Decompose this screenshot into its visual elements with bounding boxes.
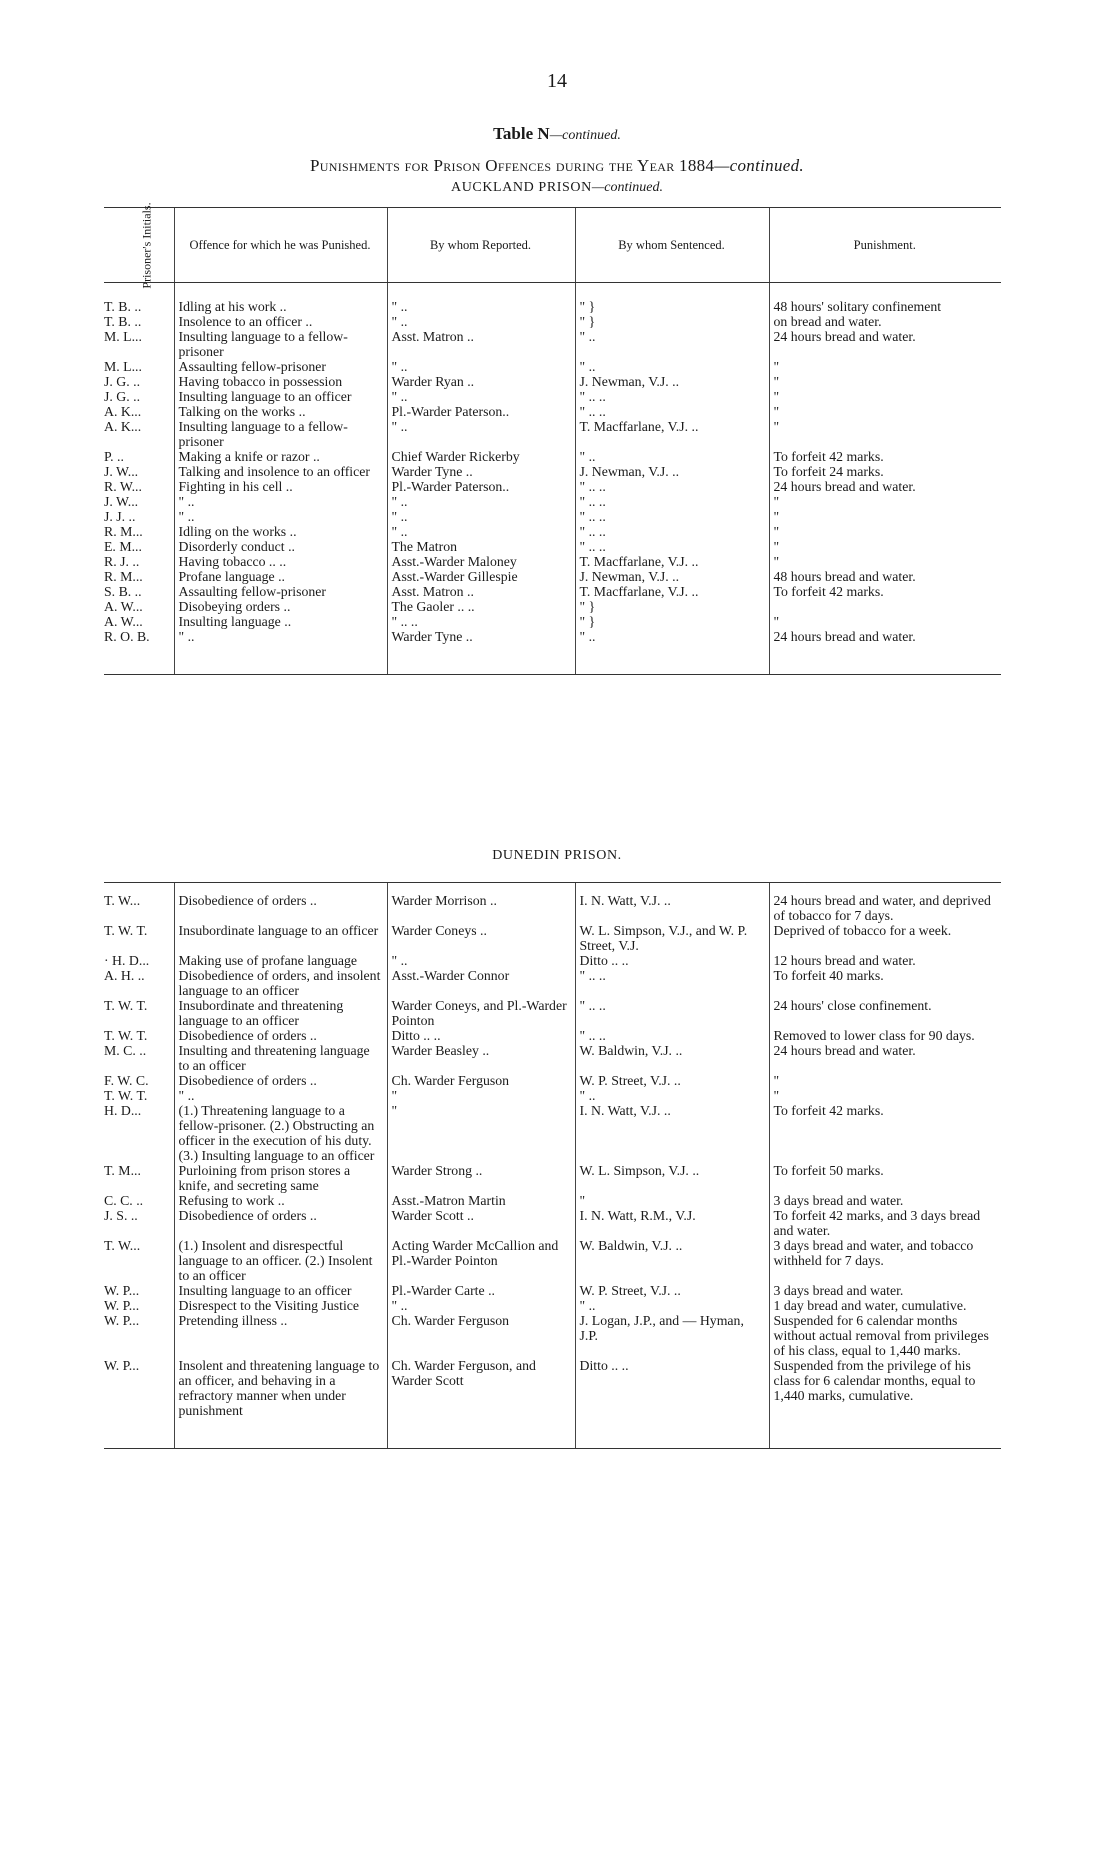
cell-sentenced: W. L. Simpson, V.J., and W. P. Street, V.J. xyxy=(575,923,769,953)
cell-initials: T. W... xyxy=(104,893,141,908)
cell-reported: " .. xyxy=(387,359,575,374)
cell-initials: W. P... xyxy=(104,1358,140,1373)
cell-punishment: " xyxy=(769,359,1001,374)
header-offence: Offence for which he was Punished. xyxy=(174,208,387,283)
cell-initials: J. G. .. xyxy=(104,374,141,389)
table-row xyxy=(104,569,1001,584)
cell-sentenced: I. N. Watt, V.J. .. xyxy=(575,1103,769,1163)
cell-offence: Disorderly conduct .. xyxy=(174,539,387,554)
rule-cell xyxy=(387,883,575,894)
cell-reported: " .. xyxy=(387,494,575,509)
cell-initials: · H. D... xyxy=(104,953,150,968)
cell-offence: Insolent and threatening language to an officer, and behaving in a refractory manner when under punishment xyxy=(174,1358,387,1418)
cell-reported: Asst. Matron .. xyxy=(387,329,575,359)
cell-reported: Pl.-Warder Carte .. xyxy=(387,1283,575,1298)
cell-reported: " .. xyxy=(387,389,575,404)
cell-initials: J. J. .. xyxy=(104,509,136,524)
cell-punishment: 3 days bread and water, and tobacco withheld for 7 days. xyxy=(769,1238,1001,1283)
table-title-suffix: —continued. xyxy=(549,128,621,143)
table-row xyxy=(104,998,1001,1028)
cell-reported: Warder Tyne .. xyxy=(387,464,575,479)
spacer-cell xyxy=(104,1418,174,1449)
table-row xyxy=(104,554,1001,569)
cell-sentenced: Ditto .. .. xyxy=(575,1358,769,1418)
spacer-cell xyxy=(104,644,174,675)
cell-reported: Warder Coneys, and Pl.-Warder Pointon xyxy=(387,998,575,1028)
spacer-cell xyxy=(769,644,1001,675)
cell-offence: Assaulting fellow-prisoner xyxy=(174,359,387,374)
auckland-title-suffix: —continued. xyxy=(591,180,663,195)
cell-offence: Fighting in his cell .. xyxy=(174,479,387,494)
cell-sentenced: W. P. Street, V.J. .. xyxy=(575,1283,769,1298)
cell-sentenced: W. P. Street, V.J. .. xyxy=(575,1073,769,1088)
cell-offence: Insulting language .. xyxy=(174,614,387,629)
cell-punishment: To forfeit 24 marks. xyxy=(769,464,1001,479)
dunedin-title: DUNEDIN PRISON. xyxy=(492,848,622,863)
cell-initials: M. C. .. xyxy=(104,1043,147,1058)
cell-offence: Profane language .. xyxy=(174,569,387,584)
cell-offence: Disobedience of orders .. xyxy=(174,1208,387,1238)
cell-reported: Asst.-Warder Connor xyxy=(387,968,575,998)
spacer-cell xyxy=(174,1418,387,1449)
cell-sentenced: " .. .. xyxy=(575,404,769,419)
cell-offence: Disrespect to the Visiting Justice xyxy=(174,1298,387,1313)
cell-punishment: " xyxy=(769,374,1001,389)
cell-sentenced: " .. xyxy=(575,629,769,644)
cell-initials: J. W... xyxy=(104,494,139,509)
cell-punishment: 1 day bread and water, cumulative. xyxy=(769,1298,1001,1313)
cell-sentenced: T. Macffarlane, V.J. .. xyxy=(575,419,769,449)
cell-sentenced: " .. xyxy=(575,449,769,464)
table-row xyxy=(104,479,1001,494)
dunedin-table xyxy=(104,882,1001,1449)
cell-sentenced: J. Newman, V.J. .. xyxy=(575,464,769,479)
cell-initials: R. J. .. xyxy=(104,554,140,569)
cell-sentenced: " .. .. xyxy=(575,998,769,1028)
cell-punishment: 24 hours bread and water, and deprived of tobacco for 7 days. xyxy=(769,893,1001,923)
cell-punishment: 48 hours' solitary confinement xyxy=(769,283,1001,315)
table-row xyxy=(104,1073,1001,1088)
auckland-title-main: AUCKLAND PRISON xyxy=(450,180,592,195)
table-row xyxy=(104,494,1001,509)
dunedin-top-rule xyxy=(104,883,1001,894)
cell-reported: Warder Scott .. xyxy=(387,1208,575,1238)
cell-offence: Insulting language to an officer xyxy=(174,389,387,404)
cell-offence: Disobeying orders .. xyxy=(174,599,387,614)
cell-offence: Insulting language to an officer xyxy=(174,1283,387,1298)
cell-reported: " .. xyxy=(387,419,575,449)
table-row xyxy=(104,1028,1001,1043)
cell-reported: The Gaoler .. .. xyxy=(387,599,575,614)
cell-reported: The Matron xyxy=(387,539,575,554)
cell-initials: H. D... xyxy=(104,1103,142,1118)
cell-punishment: " xyxy=(769,419,1001,449)
cell-sentenced: " .. xyxy=(575,1088,769,1103)
table-row xyxy=(104,1313,1001,1358)
cell-offence: Idling at his work .. xyxy=(174,283,387,315)
cell-sentenced: " } xyxy=(575,283,769,315)
cell-initials: M. L... xyxy=(104,359,142,374)
cell-initials: A. K... xyxy=(104,419,142,434)
cell-initials: M. L... xyxy=(104,329,142,344)
cell-sentenced: I. N. Watt, R.M., V.J. xyxy=(575,1208,769,1238)
cell-punishment: 24 hours' close confinement. xyxy=(769,998,1001,1028)
cell-punishment: 3 days bread and water. xyxy=(769,1283,1001,1298)
cell-offence: " .. xyxy=(174,494,387,509)
page-number: 14 xyxy=(547,70,567,92)
cell-reported: " .. .. xyxy=(387,614,575,629)
cell-sentenced: " .. .. xyxy=(575,539,769,554)
cell-reported: " xyxy=(387,1088,575,1103)
cell-sentenced: " .. .. xyxy=(575,494,769,509)
table-row xyxy=(104,329,1001,359)
cell-initials: P. .. xyxy=(104,449,124,464)
cell-reported: Warder Coneys .. xyxy=(387,923,575,953)
cell-punishment: " xyxy=(769,494,1001,509)
cell-reported: " .. xyxy=(387,283,575,315)
table-row xyxy=(104,953,1001,968)
cell-initials: A. W... xyxy=(104,614,143,629)
cell-offence: " .. xyxy=(174,629,387,644)
table-row xyxy=(104,524,1001,539)
cell-punishment: 24 hours bread and water. xyxy=(769,1043,1001,1073)
cell-initials: A. H. .. xyxy=(104,968,145,983)
auckland-bottom-rule xyxy=(104,644,1001,675)
cell-reported: Asst.-Warder Maloney xyxy=(387,554,575,569)
cell-reported: Warder Beasley .. xyxy=(387,1043,575,1073)
subtitle-main: Punishments for Prison Offences during the Year 1884 xyxy=(310,156,715,175)
cell-initials: T. B. .. xyxy=(104,299,142,314)
table-row xyxy=(104,1238,1001,1283)
cell-offence: Having tobacco .. .. xyxy=(174,554,387,569)
table-row xyxy=(104,893,1001,923)
cell-punishment: on bread and water. xyxy=(769,314,1001,329)
cell-punishment: " xyxy=(769,509,1001,524)
cell-reported: Ch. Warder Ferguson, and Warder Scott xyxy=(387,1358,575,1418)
cell-initials: T. W. T. xyxy=(104,1028,148,1043)
cell-offence: Insubordinate language to an officer xyxy=(174,923,387,953)
cell-initials: R. M... xyxy=(104,524,143,539)
cell-initials: R. O. B. xyxy=(104,629,150,644)
cell-offence: Having tobacco in possession xyxy=(174,374,387,389)
cell-punishment xyxy=(769,599,1001,614)
cell-sentenced: " .. .. xyxy=(575,389,769,404)
table-row xyxy=(104,389,1001,404)
cell-offence: Insulting and threatening language to an officer xyxy=(174,1043,387,1073)
cell-punishment: 24 hours bread and water. xyxy=(769,629,1001,644)
table-title xyxy=(0,124,1114,144)
cell-punishment: 48 hours bread and water. xyxy=(769,569,1001,584)
cell-punishment: 24 hours bread and water. xyxy=(769,479,1001,494)
cell-sentenced: " .. .. xyxy=(575,509,769,524)
cell-initials: W. P... xyxy=(104,1313,140,1328)
cell-initials: R. M... xyxy=(104,569,143,584)
header-sentenced: By whom Sentenced. xyxy=(575,208,769,283)
cell-sentenced: " .. .. xyxy=(575,968,769,998)
subtitle-suffix: —continued. xyxy=(714,156,804,175)
cell-reported: Warder Tyne .. xyxy=(387,629,575,644)
spacer-cell xyxy=(769,1418,1001,1449)
cell-initials: J. S. .. xyxy=(104,1208,138,1223)
cell-punishment: Deprived of tobacco for a week. xyxy=(769,923,1001,953)
cell-punishment: 12 hours bread and water. xyxy=(769,953,1001,968)
cell-offence: Disobedience of orders .. xyxy=(174,1028,387,1043)
cell-reported: Warder Ryan .. xyxy=(387,374,575,389)
table-row xyxy=(104,1103,1001,1163)
cell-sentenced: " .. xyxy=(575,359,769,374)
cell-initials: C. C. .. xyxy=(104,1193,144,1208)
cell-offence: Purloining from prison stores a knife, and secreting same xyxy=(174,1163,387,1193)
cell-punishment: " xyxy=(769,524,1001,539)
cell-sentenced: Ditto .. .. xyxy=(575,953,769,968)
cell-offence: Making a knife or razor .. xyxy=(174,449,387,464)
cell-sentenced: " .. xyxy=(575,329,769,359)
cell-punishment: 24 hours bread and water. xyxy=(769,329,1001,359)
header-initials-label: Prisoner's Initials. xyxy=(139,201,154,289)
cell-reported: Chief Warder Rickerby xyxy=(387,449,575,464)
cell-reported: Acting Warder McCallion and Pl.-Warder Pointon xyxy=(387,1238,575,1283)
cell-reported: " .. xyxy=(387,953,575,968)
cell-offence: " .. xyxy=(174,1088,387,1103)
cell-offence: Talking on the works .. xyxy=(174,404,387,419)
cell-reported: Ch. Warder Ferguson xyxy=(387,1073,575,1088)
cell-initials: F. W. C. xyxy=(104,1073,149,1088)
cell-initials: J. W... xyxy=(104,464,139,479)
table-row xyxy=(104,314,1001,329)
cell-offence: Insulting language to a fellow-prisoner xyxy=(174,419,387,449)
table-subtitle xyxy=(0,156,1114,176)
table-row xyxy=(104,599,1001,614)
dunedin-body xyxy=(104,883,1001,1449)
header-reported: By whom Reported. xyxy=(387,208,575,283)
table-row xyxy=(104,539,1001,554)
cell-sentenced: I. N. Watt, V.J. .. xyxy=(575,893,769,923)
cell-initials: T. W. T. xyxy=(104,923,148,938)
cell-reported: Asst. Matron .. xyxy=(387,584,575,599)
table-row xyxy=(104,1043,1001,1073)
cell-initials: T. B. .. xyxy=(104,314,142,329)
cell-reported: " .. xyxy=(387,509,575,524)
table-row xyxy=(104,1088,1001,1103)
cell-initials: T. W. T. xyxy=(104,1088,148,1103)
cell-punishment: To forfeit 42 marks. xyxy=(769,584,1001,599)
table-row xyxy=(104,1163,1001,1193)
cell-reported: " .. xyxy=(387,314,575,329)
cell-sentenced: T. Macffarlane, V.J. .. xyxy=(575,554,769,569)
cell-sentenced: W. L. Simpson, V.J. .. xyxy=(575,1163,769,1193)
auckland-title xyxy=(0,180,1114,196)
auckland-body xyxy=(104,283,1001,675)
spacer-cell xyxy=(387,644,575,675)
cell-offence: Insubordinate and threatening language to an officer xyxy=(174,998,387,1028)
cell-punishment: " xyxy=(769,539,1001,554)
cell-punishment: " xyxy=(769,1073,1001,1088)
rule-cell xyxy=(769,883,1001,894)
cell-punishment: To forfeit 42 marks. xyxy=(769,1103,1001,1163)
table-row xyxy=(104,359,1001,374)
cell-reported: Warder Strong .. xyxy=(387,1163,575,1193)
auckland-table xyxy=(104,201,1001,675)
table-row xyxy=(104,1208,1001,1238)
cell-reported: " xyxy=(387,1103,575,1163)
cell-sentenced: " .. .. xyxy=(575,1028,769,1043)
spacer-cell xyxy=(174,644,387,675)
dunedin-bottom-rule xyxy=(104,1418,1001,1449)
cell-punishment: Suspended for 6 calendar months without actual removal from privileges of his class, equal to 1,440 marks. xyxy=(769,1313,1001,1358)
cell-offence: Talking and insolence to an officer xyxy=(174,464,387,479)
spacer-cell xyxy=(575,1418,769,1449)
cell-reported: Pl.-Warder Paterson.. xyxy=(387,479,575,494)
cell-punishment: 3 days bread and water. xyxy=(769,1193,1001,1208)
table-row xyxy=(104,449,1001,464)
cell-offence: (1.) Insolent and disrespectful language to an officer. (2.) Insolent to an officer xyxy=(174,1238,387,1283)
rule-cell xyxy=(104,883,174,894)
cell-punishment: Suspended from the privilege of his class for 6 calendar months, equal to 1,440 marks, cumulative. xyxy=(769,1358,1001,1418)
cell-offence: Assaulting fellow-prisoner xyxy=(174,584,387,599)
table-row xyxy=(104,374,1001,389)
cell-sentenced: W. Baldwin, V.J. .. xyxy=(575,1043,769,1073)
cell-offence: Disobedience of orders, and insolent language to an officer xyxy=(174,968,387,998)
cell-offence: Pretending illness .. xyxy=(174,1313,387,1358)
table-row xyxy=(104,1298,1001,1313)
cell-punishment: Removed to lower class for 90 days. xyxy=(769,1028,1001,1043)
cell-initials: T. W... xyxy=(104,1238,141,1253)
cell-initials: T. W. T. xyxy=(104,998,148,1013)
cell-sentenced: J. Newman, V.J. .. xyxy=(575,569,769,584)
header-punishment: Punishment. xyxy=(769,208,1001,283)
table-row xyxy=(104,509,1001,524)
cell-offence: Making use of profane language xyxy=(174,953,387,968)
cell-offence: " .. xyxy=(174,509,387,524)
cell-offence: Disobedience of orders .. xyxy=(174,893,387,923)
cell-sentenced: " .. .. xyxy=(575,524,769,539)
cell-reported: Ditto .. .. xyxy=(387,1028,575,1043)
cell-punishment: To forfeit 42 marks, and 3 days bread and water. xyxy=(769,1208,1001,1238)
cell-reported: Pl.-Warder Paterson.. xyxy=(387,404,575,419)
table-row xyxy=(104,1358,1001,1418)
cell-reported: " .. xyxy=(387,524,575,539)
cell-reported: Asst.-Warder Gillespie xyxy=(387,569,575,584)
cell-sentenced: " } xyxy=(575,314,769,329)
cell-punishment: To forfeit 50 marks. xyxy=(769,1163,1001,1193)
cell-punishment: " xyxy=(769,389,1001,404)
cell-sentenced: J. Newman, V.J. .. xyxy=(575,374,769,389)
cell-initials: W. P... xyxy=(104,1298,140,1313)
table-title-main: Table N xyxy=(493,124,550,143)
table-row xyxy=(104,968,1001,998)
table-row xyxy=(104,1283,1001,1298)
cell-initials: A. K... xyxy=(104,404,142,419)
rule-cell xyxy=(575,883,769,894)
table-row xyxy=(104,404,1001,419)
cell-offence: Disobedience of orders .. xyxy=(174,1073,387,1088)
cell-initials: T. M... xyxy=(104,1163,141,1178)
cell-reported: Ch. Warder Ferguson xyxy=(387,1313,575,1358)
cell-reported: Warder Morrison .. xyxy=(387,893,575,923)
table-row xyxy=(104,923,1001,953)
cell-sentenced: J. Logan, J.P., and — Hyman, J.P. xyxy=(575,1313,769,1358)
header-initials xyxy=(104,201,174,289)
cell-offence: Refusing to work .. xyxy=(174,1193,387,1208)
cell-offence: Insulting language to a fellow-prisoner xyxy=(174,329,387,359)
cell-offence: (1.) Threatening language to a fellow-prisoner. (2.) Obstructing an officer in the execution of his duty. (3.) Insulting language to an officer xyxy=(174,1103,387,1163)
cell-punishment: " xyxy=(769,1088,1001,1103)
cell-initials: W. P... xyxy=(104,1283,140,1298)
cell-punishment: " xyxy=(769,554,1001,569)
cell-offence: Idling on the works .. xyxy=(174,524,387,539)
cell-sentenced: " xyxy=(575,1193,769,1208)
cell-reported: " .. xyxy=(387,1298,575,1313)
cell-sentenced: T. Macffarlane, V.J. .. xyxy=(575,584,769,599)
cell-initials: J. G. .. xyxy=(104,389,141,404)
table-row xyxy=(104,584,1001,599)
cell-reported: Asst.-Matron Martin xyxy=(387,1193,575,1208)
cell-punishment: " xyxy=(769,614,1001,629)
cell-sentenced: " .. xyxy=(575,1298,769,1313)
table-row xyxy=(104,464,1001,479)
cell-punishment: To forfeit 42 marks. xyxy=(769,449,1001,464)
table-row xyxy=(104,629,1001,644)
table-row xyxy=(104,1193,1001,1208)
cell-sentenced: W. Baldwin, V.J. .. xyxy=(575,1238,769,1283)
cell-initials: A. W... xyxy=(104,599,143,614)
cell-offence: Insolence to an officer .. xyxy=(174,314,387,329)
table-row xyxy=(104,419,1001,449)
rule-cell xyxy=(174,883,387,894)
cell-sentenced: " } xyxy=(575,599,769,614)
cell-punishment: " xyxy=(769,404,1001,419)
table-row xyxy=(104,614,1001,629)
cell-sentenced: " .. .. xyxy=(575,479,769,494)
auckland-header-row xyxy=(104,208,1001,283)
cell-punishment: To forfeit 40 marks. xyxy=(769,968,1001,998)
cell-initials: E. M... xyxy=(104,539,142,554)
cell-initials: R. W... xyxy=(104,479,142,494)
cell-sentenced: " } xyxy=(575,614,769,629)
table-row xyxy=(104,283,1001,315)
cell-initials: S. B. .. xyxy=(104,584,142,599)
spacer-cell xyxy=(387,1418,575,1449)
spacer-cell xyxy=(575,644,769,675)
